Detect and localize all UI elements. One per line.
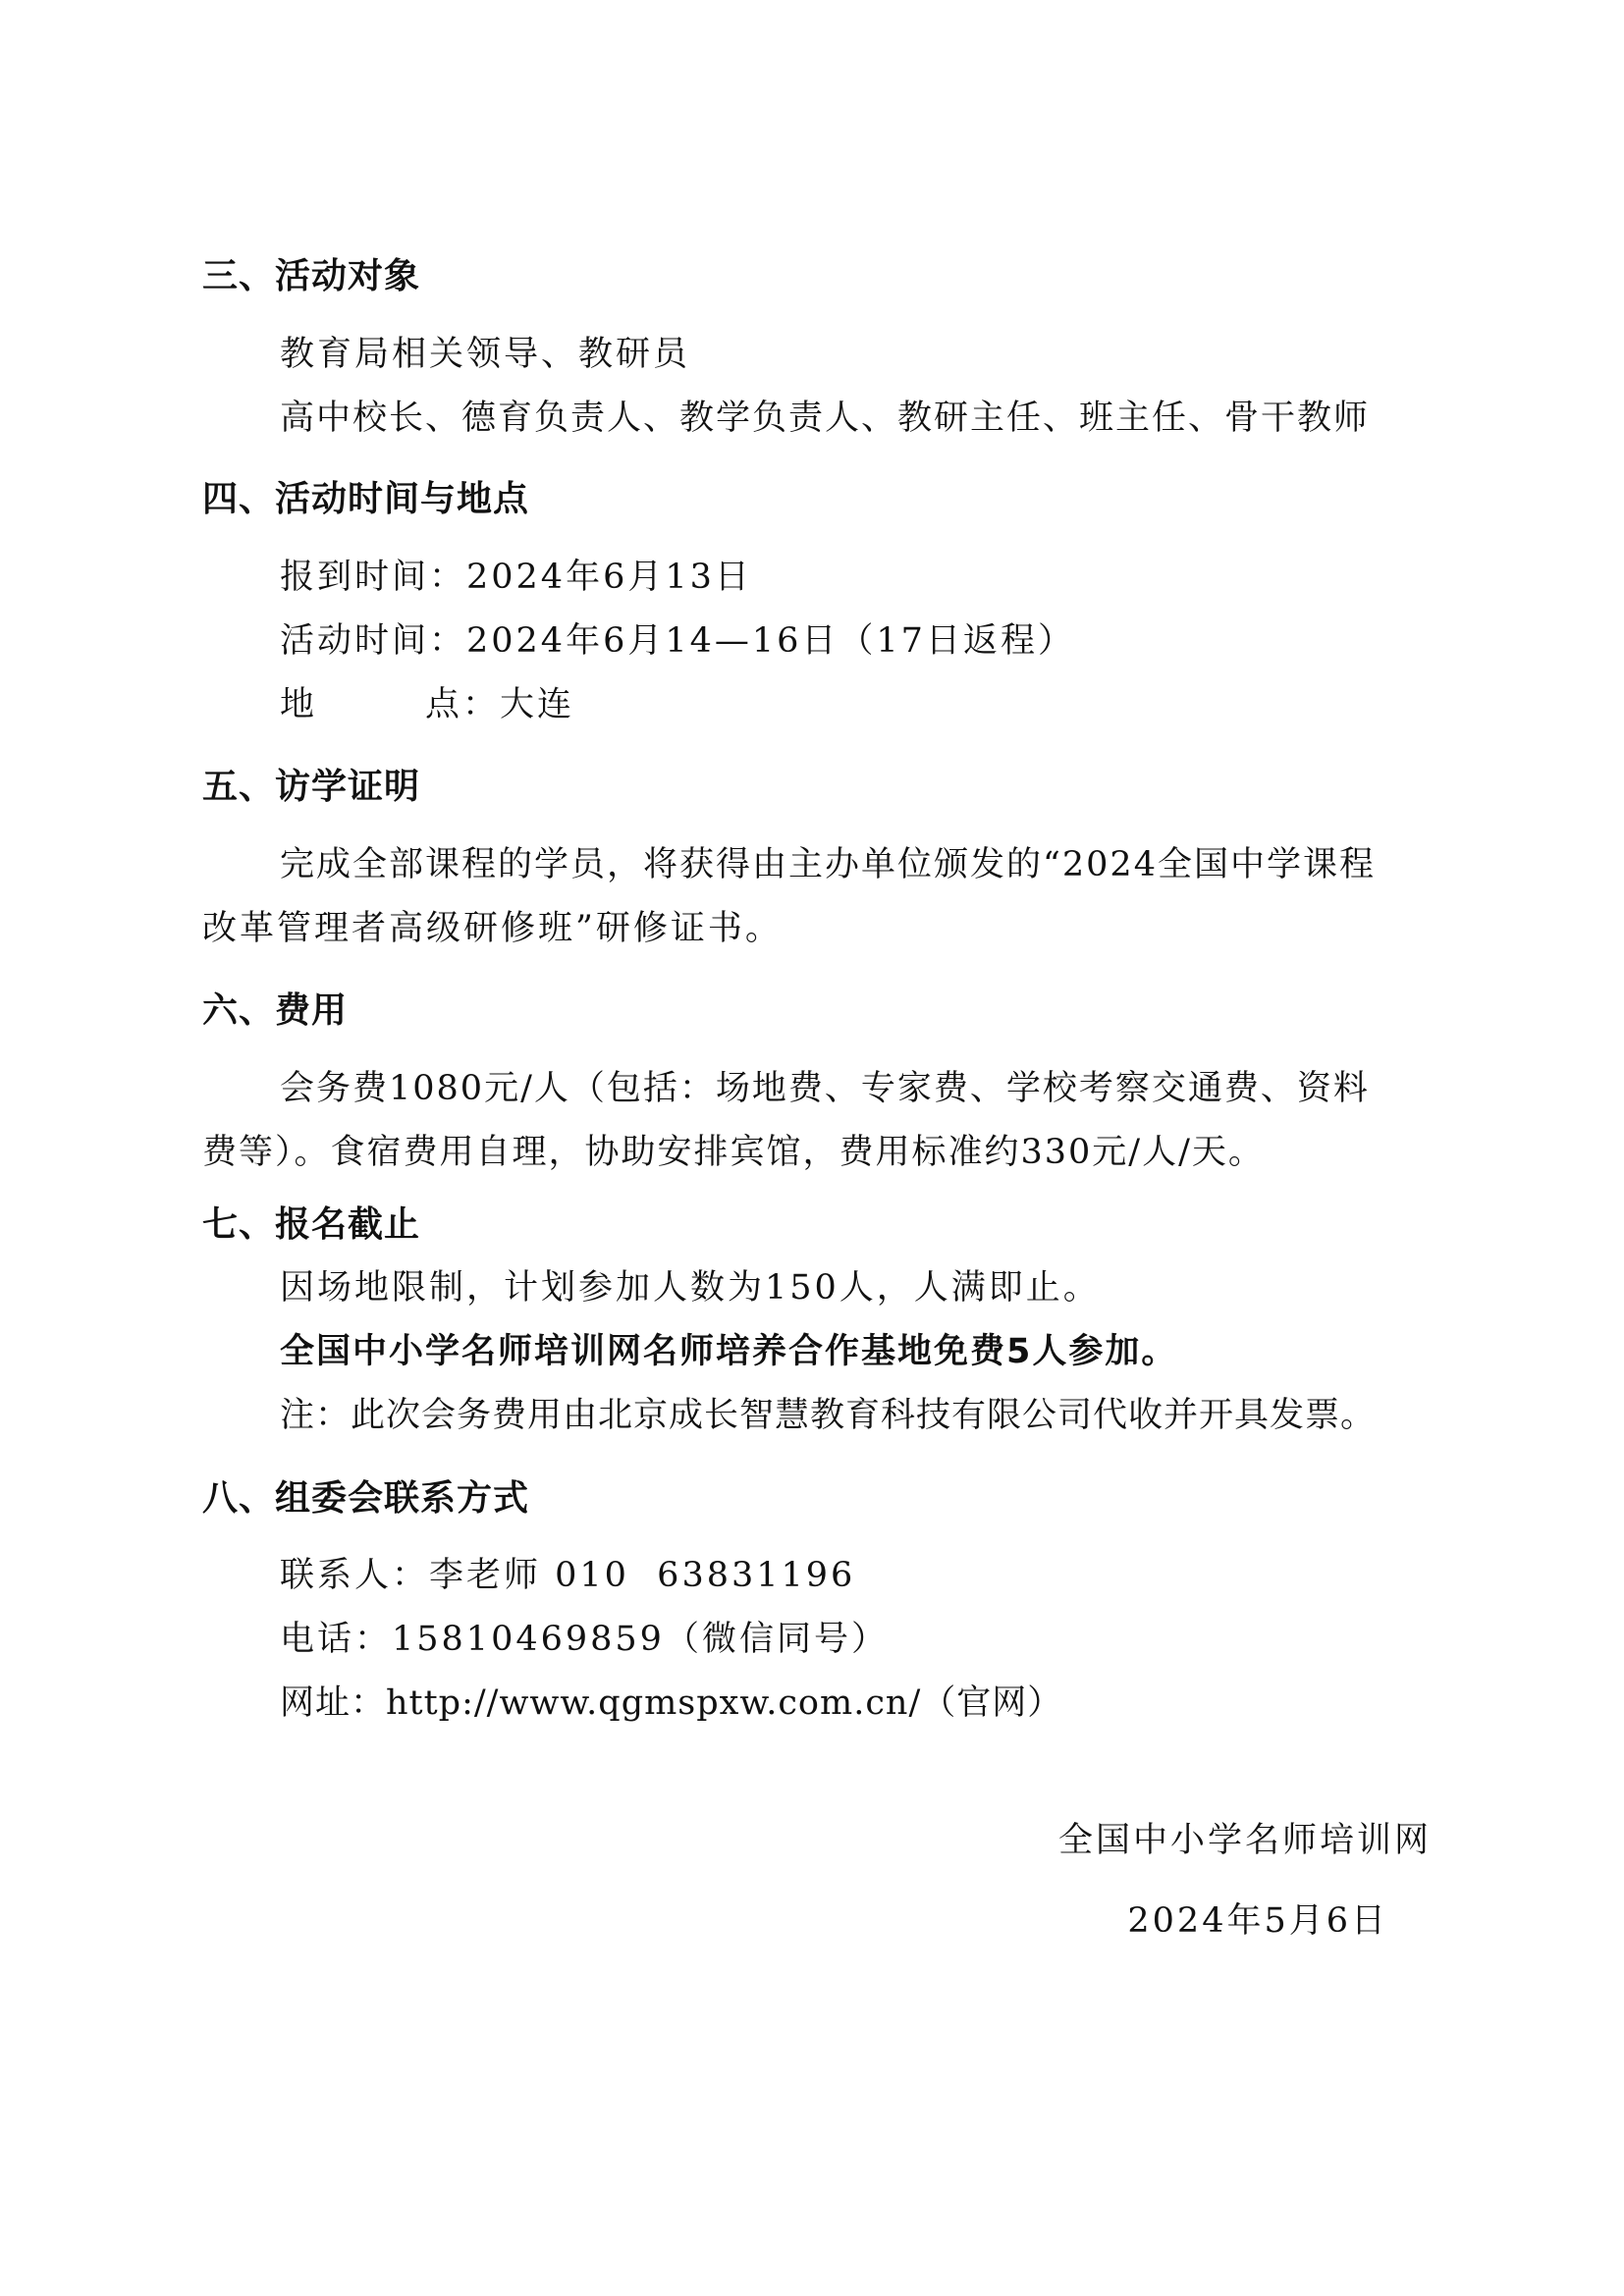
s3-line-2: 高中校长、德育负责人、教学负责人、教研主任、班主任、骨干教师 [280, 399, 1371, 438]
signature-org: 全国中小学名师培训网 [1057, 1821, 1432, 1860]
s7-line-1: 因场地限制，计划参加人数为150人，人满即止。 [280, 1268, 1101, 1308]
s4-activity-time: 活动时间：2024年6月14—16日（17日返程） [280, 621, 1075, 661]
s7-note: 注：此次会务费用由北京成长智慧教育科技有限公司代收并开具发票。 [280, 1396, 1377, 1435]
s5-para-line-1: 完成全部课程的学员，将获得由主办单位颁发的“2024全国中学课程 [280, 845, 1376, 884]
section-7-heading: 七、报名截止 [202, 1204, 421, 1245]
section-6-heading: 六、费用 [202, 990, 349, 1031]
s8-phone: 电话：15810469859（微信同号） [280, 1620, 889, 1659]
s4-place-label-a: 地 [280, 685, 318, 724]
s3-line-1: 教育局相关领导、教研员 [280, 335, 691, 374]
signature-date: 2024年5月6日 [1127, 1901, 1388, 1941]
section-3-heading: 三、活动对象 [202, 256, 421, 296]
s4-place-label-b: 点：大连 [425, 685, 575, 724]
s6-para-line-1: 会务费1080元/人（包括：场地费、专家费、学校考察交通费、资料 [280, 1069, 1370, 1108]
s8-website: 网址：http://www.qgmspxw.com.cn/（官网） [280, 1683, 1063, 1723]
s5-para-line-2: 改革管理者高级研修班”研修证书。 [202, 909, 783, 948]
s7-line-2-bold: 全国中小学名师培训网名师培养合作基地免费5人参加。 [280, 1332, 1178, 1371]
s4-report-time: 报到时间：2024年6月13日 [280, 558, 752, 597]
section-5-heading: 五、访学证明 [202, 767, 421, 807]
s8-contact: 联系人：李老师 010 63831196 [280, 1556, 856, 1595]
s4-place [280, 683, 574, 726]
section-8-heading: 八、组委会联系方式 [202, 1478, 530, 1519]
s6-para-line-2: 费等）。食宿费用自理，协助安排宾馆，费用标准约330元/人/天。 [202, 1133, 1265, 1172]
section-4-heading: 四、活动时间与地点 [202, 479, 530, 519]
